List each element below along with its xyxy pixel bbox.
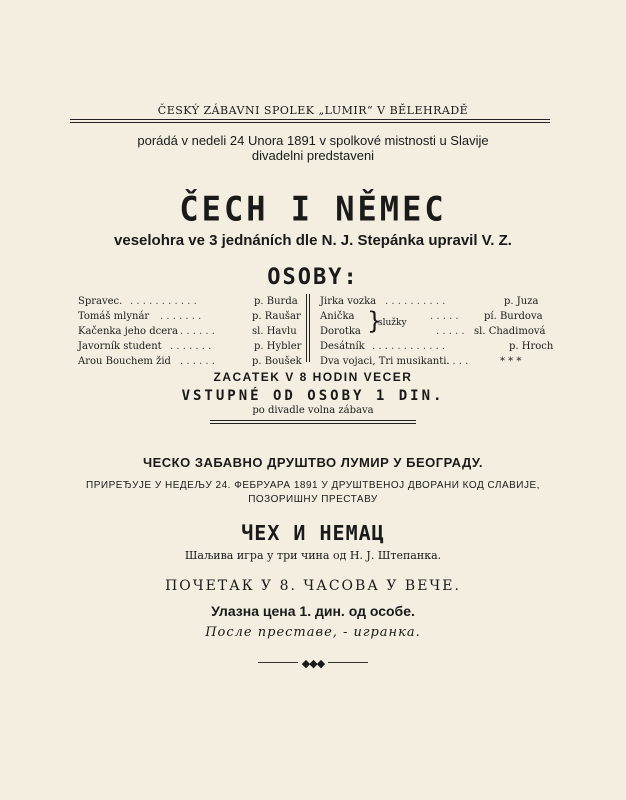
cast-heading: OSOBY: [267,265,359,290]
cast-right-role-1: Jirka vozka [320,296,377,307]
cast-dots: . . . . . . . [170,341,212,352]
cast-dots: . . . . [446,356,469,367]
cast-divider [306,294,307,362]
section-rule-2 [210,423,416,424]
ornament-line-right [328,662,368,663]
serbian-price: Улазна цена 1. дин. од особе. [211,603,415,619]
cast-right-actor-5: * * * [500,356,522,367]
cast-dots: . . . . . . [180,326,215,337]
cast-dots: . . . . . [436,326,465,337]
cast-dots: . . . . . . . [160,311,202,322]
serbian-after: После преставе, - игранка. [205,625,421,640]
cast-left-role-5: Arou Bouchem žid [78,356,171,367]
announcement-line-2: divadelni predstaveni [251,148,375,163]
cast-right-role-2: Anička [320,311,355,322]
cast-dots: . . . . . . . . . . [385,296,446,307]
cast-dots: . . . . . [430,311,459,322]
section-rule [210,420,416,421]
admission: VSTUPNÉ OD OSOBY 1 DIN. [181,388,445,404]
cast-right-role-4: Desátník [320,341,365,352]
cast-right-role-5: Dva vojaci, Tri musikanti. [320,356,450,367]
cast-left-role-3: Kačenka jeho dcera [78,326,178,337]
cast-divider-2 [309,294,310,362]
ornament-icon: ◆◆◆ [301,657,325,670]
serbian-announce-1: ПРИРЕЂУЈЕ У НЕДЕЉУ 24. ФЕБРУАРА 1891 У ДРУШТВЕНОЈ ДВОРАНИ КОД СЛАВИЈЕ, [86,480,540,491]
header-rule-2 [70,122,550,123]
serbian-title: ЧЕХ И НЕМАЦ [241,521,385,545]
cast-left-role-2: Tomáš mlynár [78,311,150,322]
cast-right-actor-4: p. Hroch [509,341,554,352]
cast-right-actor-1: p. Juza [504,296,539,307]
cast-right-actor-2: pí. Burdova [484,311,543,322]
after-show: po divadle volna zábava [252,405,374,416]
cast-dots: . . . . . . . . . . . [130,296,197,307]
cast-right-actor-3: sl. Chadimová [474,326,546,337]
start-time: ZACATEK V 8 HODIN VECER [213,370,413,384]
play-subtitle: veselohra ve 3 jednáních dle N. J. Stepánka upravil V. Z. [114,232,512,249]
serbian-society: ЧЕСКО ЗАБАВНО ДРУШТВО ЛУМИР У БЕОГРАДУ. [142,455,483,470]
cast-left-actor-1: p. Burda [254,296,298,307]
cast-left-role-4: Javorník student [78,341,162,352]
serbian-subtitle: Шаљива игра у три чина од Н. Ј. Штепанка. [184,549,442,562]
cast-left-actor-3: sl. Havlu [252,326,297,337]
cast-left-role-1: Spravec. [78,296,123,307]
serbian-start: ПОЧЕТАК У 8. ЧАСОВА У ВЕЧЕ. [165,578,461,594]
serbian-announce-2: ПОЗОРИШНУ ПРЕСТАВУ [248,494,378,505]
cast-left-actor-5: p. Boušek [252,356,302,367]
cast-right-role-3: Dorotka [320,326,361,337]
header-rule [70,119,550,120]
cast-dots: . . . . . . . . . . . . [372,341,446,352]
brace-icon: } [367,307,383,335]
announcement-line-1: porádá v nedeli 24 Unora 1891 v spolkové mistnosti u Slavije [137,133,489,148]
cast-dots: . . . . . . [180,356,215,367]
servants-label: služky [378,318,407,328]
cast-left-actor-2: p. Raušar [252,311,301,322]
society-name: ČESKÝ ZÁBAVNI SPOLEK „LUMIR“ V BĚLEHRADĚ [157,104,469,117]
play-title: ČECH I NĚMEC [179,189,447,229]
cast-left-actor-4: p. Hybler [254,341,302,352]
